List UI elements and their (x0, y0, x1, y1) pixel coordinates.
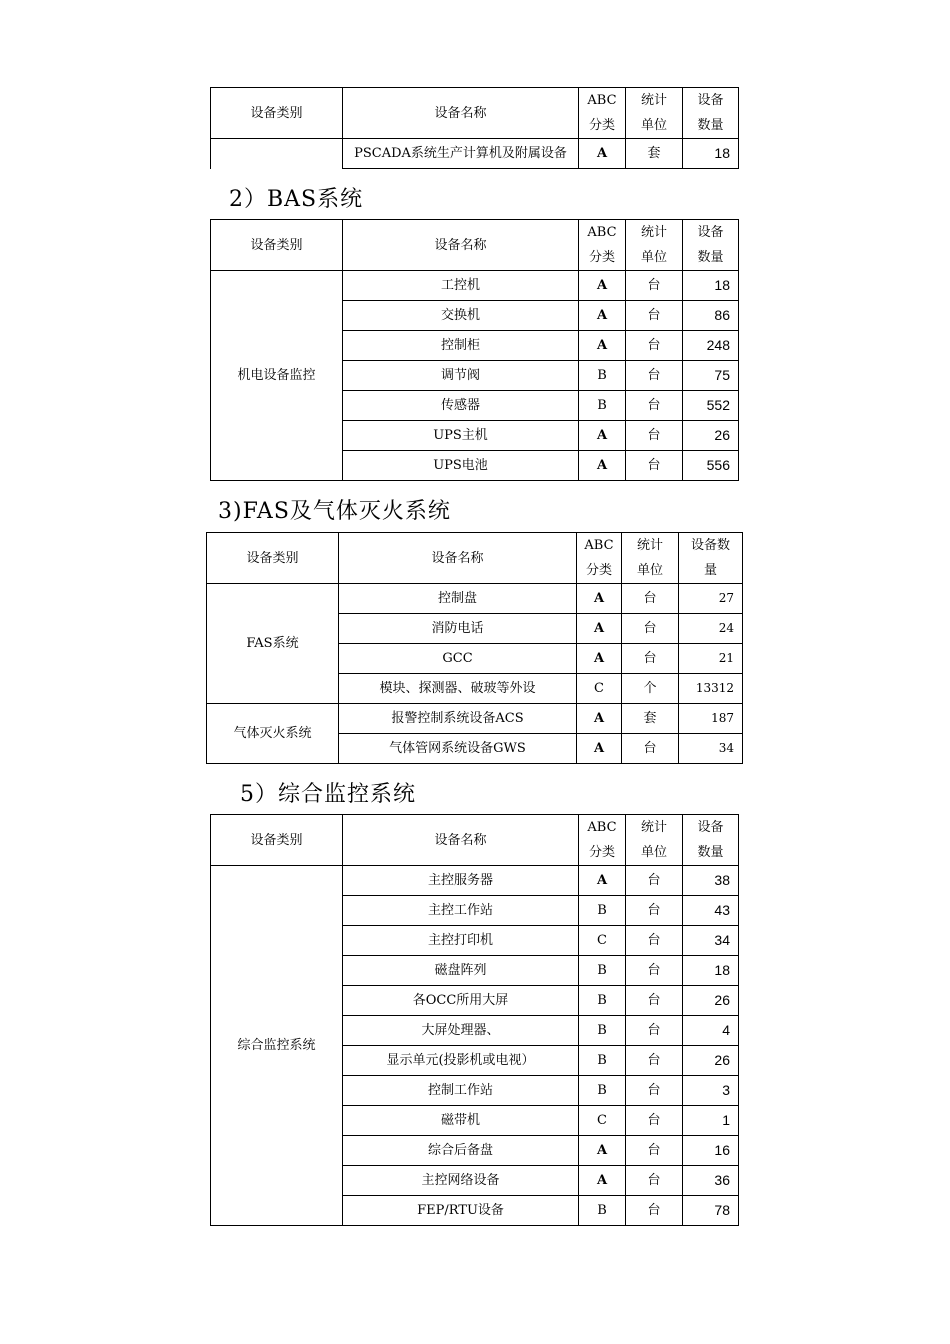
qty-cell: 27 (679, 584, 743, 614)
abc-cell: B (579, 391, 626, 421)
category-cell: 气体灭火系统 (207, 704, 339, 764)
unit-cell: 个 (622, 674, 679, 704)
header-qty: 设备 数量 (683, 220, 739, 271)
name-cell: 控制工作站 (343, 1076, 579, 1106)
header-category: 设备类别 (211, 220, 343, 271)
header-name: 设备名称 (343, 88, 579, 139)
name-cell: 主控网络设备 (343, 1166, 579, 1196)
section-heading-ims: 5）综合监控系统 (240, 782, 416, 807)
qty-cell: 18 (683, 271, 739, 301)
header-name: 设备名称 (339, 533, 577, 584)
pscada-table (210, 87, 739, 169)
category-cell: FAS系统 (207, 584, 339, 704)
unit-cell: 台 (622, 644, 679, 674)
name-cell: 磁盘阵列 (343, 956, 579, 986)
unit-cell: 台 (626, 1106, 683, 1136)
header-abc: ABC 分类 (577, 533, 622, 584)
unit-cell: 台 (626, 331, 683, 361)
qty-cell: 86 (683, 301, 739, 331)
section-heading-bas: 2）BAS系统 (229, 187, 364, 212)
header-name: 设备名称 (343, 815, 579, 866)
qty-cell: 24 (679, 614, 743, 644)
header-category: 设备类别 (211, 88, 343, 139)
qty-cell: 187 (679, 704, 743, 734)
unit-cell: 台 (626, 1046, 683, 1076)
abc-cell: A (579, 301, 626, 331)
abc-cell: A (579, 451, 626, 481)
ims-table (210, 814, 739, 1226)
unit-cell: 台 (626, 1076, 683, 1106)
abc-cell: C (579, 1106, 626, 1136)
table-row (207, 584, 743, 614)
fas-table (206, 532, 743, 764)
category-cell: 机电设备监控 (211, 271, 343, 481)
name-cell: 传感器 (343, 391, 579, 421)
unit-cell: 台 (622, 584, 679, 614)
qty-cell: 34 (683, 926, 739, 956)
abc-cell: C (577, 674, 622, 704)
qty-cell: 552 (683, 391, 739, 421)
name-cell: GCC (339, 644, 577, 674)
unit-cell: 台 (626, 896, 683, 926)
name-cell: 消防电话 (339, 614, 577, 644)
unit-cell: 台 (626, 986, 683, 1016)
name-cell: FEP/RTU设备 (343, 1196, 579, 1226)
unit-cell: 台 (626, 391, 683, 421)
abc-cell: A (579, 139, 626, 169)
name-cell: 主控工作站 (343, 896, 579, 926)
qty-cell: 34 (679, 734, 743, 764)
table-row (211, 866, 739, 896)
qty-cell: 16 (683, 1136, 739, 1166)
qty-cell: 75 (683, 361, 739, 391)
abc-cell: C (579, 926, 626, 956)
header-qty: 设备数 量 (679, 533, 743, 584)
abc-cell: A (579, 1166, 626, 1196)
name-cell: PSCADA系统生产计算机及附属设备 (343, 139, 579, 169)
header-abc: ABC 分类 (579, 220, 626, 271)
qty-cell: 78 (683, 1196, 739, 1226)
name-cell: 各OCC所用大屏 (343, 986, 579, 1016)
abc-cell: B (579, 1196, 626, 1226)
name-cell: 调节阀 (343, 361, 579, 391)
name-cell: 主控打印机 (343, 926, 579, 956)
qty-cell: 1 (683, 1106, 739, 1136)
table-row (207, 704, 743, 734)
unit-cell: 台 (626, 926, 683, 956)
name-cell: UPS电池 (343, 451, 579, 481)
abc-cell: A (577, 584, 622, 614)
unit-cell: 套 (626, 139, 683, 169)
table-header-row (211, 88, 739, 139)
qty-cell: 4 (683, 1016, 739, 1046)
qty-cell: 248 (683, 331, 739, 361)
header-abc: ABC 分类 (579, 815, 626, 866)
qty-cell: 21 (679, 644, 743, 674)
qty-cell: 38 (683, 866, 739, 896)
table-header-row (211, 815, 739, 866)
abc-cell: B (579, 1076, 626, 1106)
header-unit: 统计 单位 (626, 88, 683, 139)
abc-cell: A (579, 421, 626, 451)
name-cell: 大屏处理器、 (343, 1016, 579, 1046)
qty-cell: 18 (683, 139, 739, 169)
abc-cell: B (579, 896, 626, 926)
qty-cell: 3 (683, 1076, 739, 1106)
name-cell: 报警控制系统设备ACS (339, 704, 577, 734)
table-header-row (207, 533, 743, 584)
qty-cell: 26 (683, 986, 739, 1016)
qty-cell: 26 (683, 421, 739, 451)
table-header-row (211, 220, 739, 271)
abc-cell: B (579, 361, 626, 391)
header-unit: 统计 单位 (626, 815, 683, 866)
unit-cell: 台 (626, 301, 683, 331)
qty-cell: 26 (683, 1046, 739, 1076)
name-cell: 磁带机 (343, 1106, 579, 1136)
abc-cell: B (579, 986, 626, 1016)
unit-cell: 台 (626, 451, 683, 481)
name-cell: UPS主机 (343, 421, 579, 451)
table-row (211, 271, 739, 301)
header-name: 设备名称 (343, 220, 579, 271)
category-cell: 综合监控系统 (211, 866, 343, 1226)
category-cell (211, 139, 343, 169)
abc-cell: A (577, 644, 622, 674)
name-cell: 控制盘 (339, 584, 577, 614)
unit-cell: 台 (626, 271, 683, 301)
qty-cell: 13312 (679, 674, 743, 704)
abc-cell: B (579, 1046, 626, 1076)
unit-cell: 台 (622, 734, 679, 764)
qty-cell: 18 (683, 956, 739, 986)
name-cell: 气体管网系统设备GWS (339, 734, 577, 764)
abc-cell: A (579, 271, 626, 301)
abc-cell: A (579, 866, 626, 896)
name-cell: 控制柜 (343, 331, 579, 361)
header-category: 设备类别 (211, 815, 343, 866)
name-cell: 交换机 (343, 301, 579, 331)
name-cell: 显示单元(投影机或电视） (343, 1046, 579, 1076)
abc-cell: B (579, 1016, 626, 1046)
unit-cell: 台 (626, 1196, 683, 1226)
table-row (211, 139, 739, 169)
unit-cell: 台 (626, 1166, 683, 1196)
abc-cell: A (577, 734, 622, 764)
abc-cell: A (577, 704, 622, 734)
name-cell: 主控服务器 (343, 866, 579, 896)
unit-cell: 台 (622, 614, 679, 644)
bas-table (210, 219, 739, 481)
abc-cell: A (579, 331, 626, 361)
name-cell: 模块、探测器、破玻等外设 (339, 674, 577, 704)
name-cell: 综合后备盘 (343, 1136, 579, 1166)
unit-cell: 套 (622, 704, 679, 734)
unit-cell: 台 (626, 361, 683, 391)
unit-cell: 台 (626, 956, 683, 986)
header-category: 设备类别 (207, 533, 339, 584)
abc-cell: A (577, 614, 622, 644)
qty-cell: 43 (683, 896, 739, 926)
qty-cell: 556 (683, 451, 739, 481)
header-qty: 设备 数量 (683, 88, 739, 139)
unit-cell: 台 (626, 866, 683, 896)
abc-cell: B (579, 956, 626, 986)
header-unit: 统计 单位 (626, 220, 683, 271)
header-abc: ABC 分类 (579, 88, 626, 139)
unit-cell: 台 (626, 1016, 683, 1046)
unit-cell: 台 (626, 421, 683, 451)
qty-cell: 36 (683, 1166, 739, 1196)
abc-cell: A (579, 1136, 626, 1166)
header-unit: 统计 单位 (622, 533, 679, 584)
header-qty: 设备 数量 (683, 815, 739, 866)
name-cell: 工控机 (343, 271, 579, 301)
unit-cell: 台 (626, 1136, 683, 1166)
section-heading-fas: 3)FAS及气体灭火系统 (218, 499, 451, 524)
